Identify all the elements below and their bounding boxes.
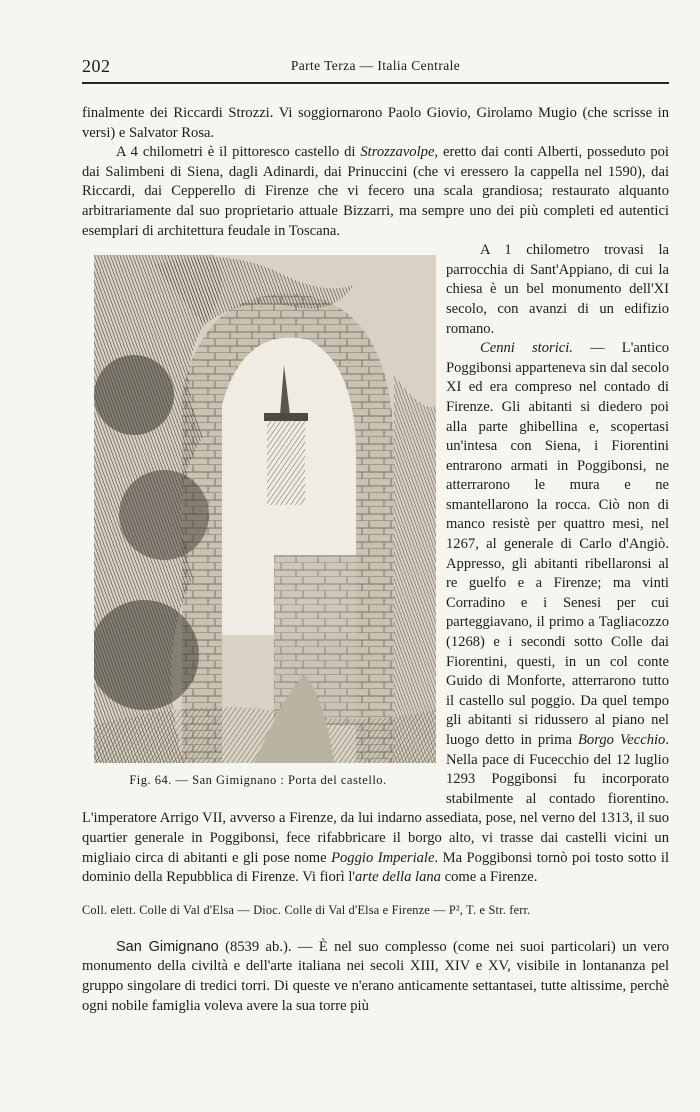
body-text <box>82 104 669 1016</box>
figure-caption: Fig. 64. — San Gimignano : Porta del castello. <box>129 773 387 788</box>
entry-heading: San Gimignano <box>116 938 219 955</box>
page-header <box>82 54 669 84</box>
page-number: 202 <box>82 56 111 76</box>
figure <box>82 241 434 789</box>
railway-note: Coll. elett. Colle di Val d'Elsa — Dioc. Colle di Val d'Elsa e Firenze — P², T. e Str. ferr. <box>82 902 531 917</box>
paragraph: finalmente dei Riccardi Strozzi. Vi soggiornarono Paolo Giovio, Girolamo Mugio (che scrisse in versi) e Salvator Rosa. <box>82 105 669 141</box>
paragraph-strozzavolpe: A 4 chilometri è il pittoresco castello di Strozzavolpe, eretto dai conti Alberti, posseduto poi dai Salimbeni di Siena, dagli Adinardi, dai Prinuccini (che vi eressero la cappella nel 1590), dai Riccardi, dai Cepperello di Firenze che vi fecero una scala grandiosa; restaurato alquanto arbitrariamente dal suo proprietario attuale Bizzarri, ma sempre uno dei più completi ed autentici esemplari di architettura feudale in Toscana. <box>82 144 669 239</box>
engraving-illustration <box>94 255 436 763</box>
paragraph-san-gimignano: San Gimignano (8539 ab.). — È nel suo complesso (come nei suoi particolari) un vero monumento della civiltà e dell'arte italiana nei secoli XIII, XIV e XV, visibile in lontananza pel gruppo singolare di tredici torri. Di queste ve n'erano anticamente settantasei, tutte altissime, perchè ogni nobile famiglia voleva avere la sua torre più <box>82 938 669 1014</box>
paragraph-cenni-storici: Cenni storici. — L'antico Poggibonsi apparteneva sin dal secolo XI ed era compreso nel contado di Firenze. Gli abitanti si diedero poi alla parte ghibellina e, scopertasi un'intesa con Siena, i Fiorentini entrarono armati in Poggibonsi, ne atterrarono le mura e ne smantellarono la rocca. Ciò non di manco resistè per quattro mesi, nel 1267, al generale di Carlo d'Angiò. Appresso, gli abitanti ribellaronsi al re guelfo e a Firenze; ma vinti Corradino e i Senesi per cui parteggiavano, il primo a Tagliacozzo (1268) e i secondi sotto Colle dai Fiorentini, questi, in un col conte Guido di Monforte, atterrarono tutto il castello sul poggio. Da quel tempo gli abitanti si ridussero al piano nel luogo detto in prima Borgo Vecchio. Nella pace di Fucecchio del 12 luglio 1293 Poggibonsi fu incorporato stabilmente al contado fiorentino. L'imperatore Arrigo VII, avverso a Firenze, da lui indarno assediata, pose, nel verno del 1313, il suo quartier generale in Poggibonsi, fece rifabbricare il borgo alto, vi trasse dai castelli vicini un migliaio circa di abitanti e gli pose nome Poggio Imperiale. Ma Poggibonsi tornò poi tosto sotto il dominio della Repubblica di Firenze. Vi fiorì l'arte della lana come a Firenze. <box>82 340 670 886</box>
running-title: Parte Terza — Italia Centrale <box>290 58 461 73</box>
paragraph-sant-appiano: A 1 chilometro trovasi la parrocchia di Sant'Appiano, di cui la chiesa è un bel monumento dell'XI secolo, con avanzi di un edifizio romano. <box>446 242 669 337</box>
